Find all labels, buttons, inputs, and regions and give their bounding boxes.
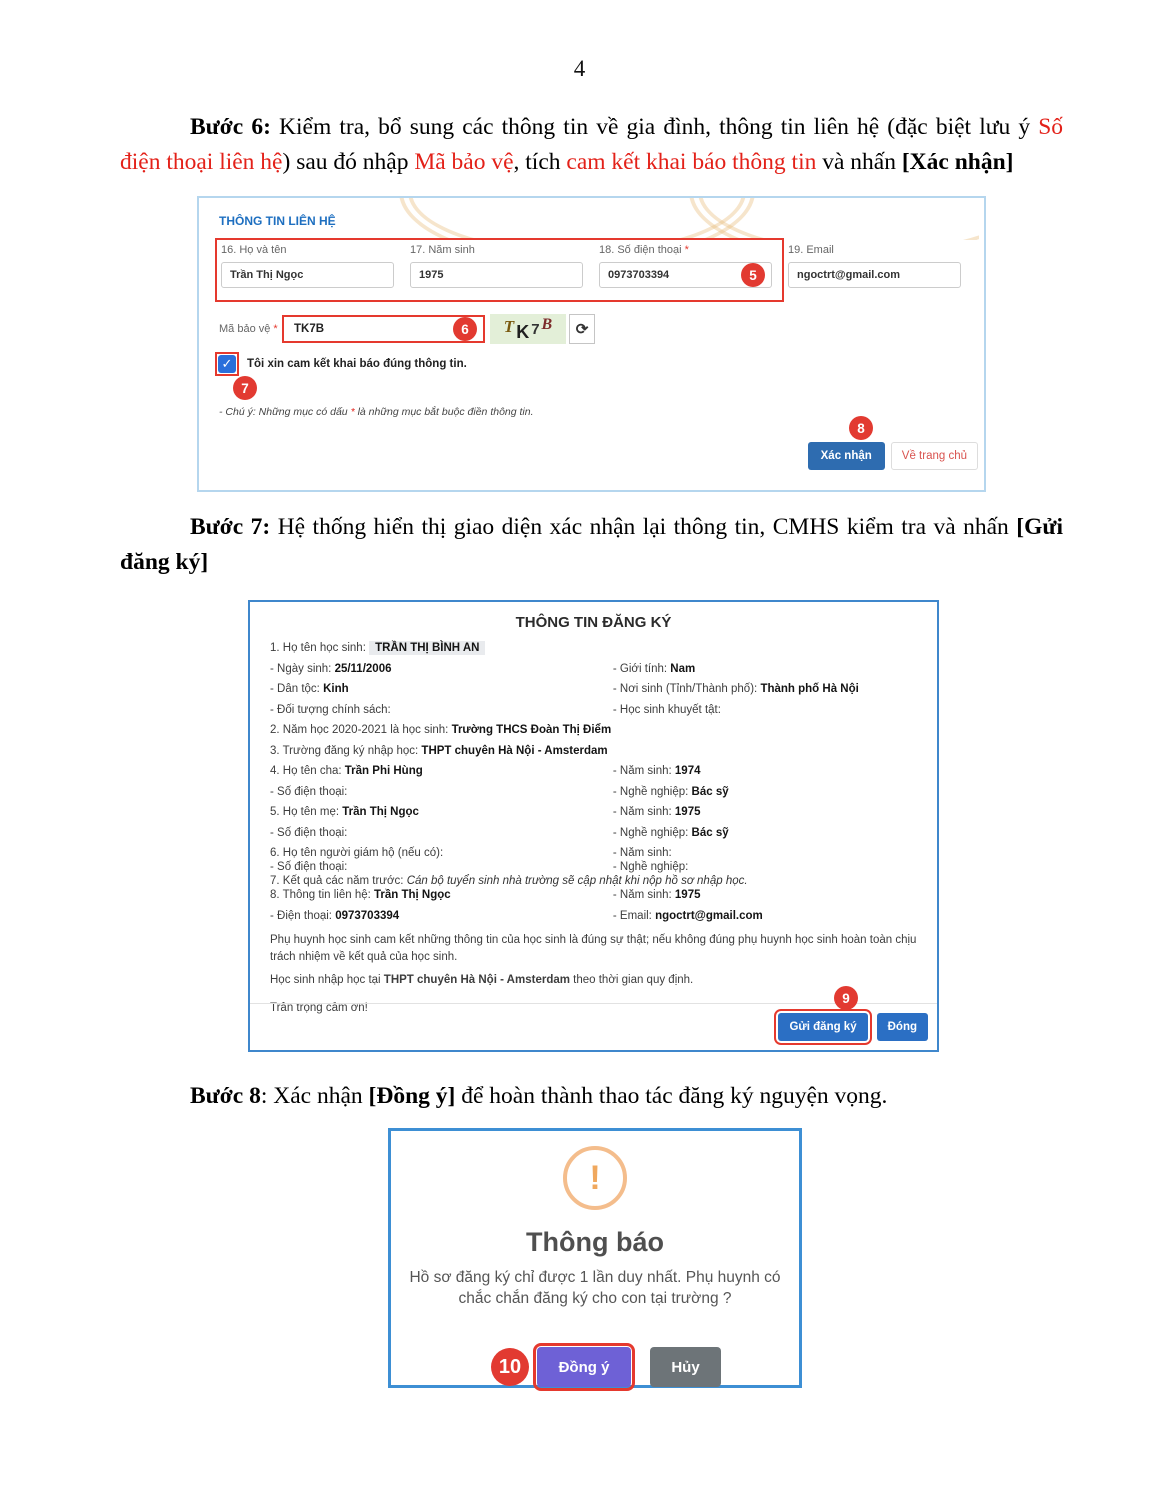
thanks-text: Trân trọng cảm ơn!: [270, 1001, 368, 1014]
text-segment: - Chú ý: Những mục có dấu: [219, 406, 351, 418]
step-badge-10: 10: [491, 1348, 529, 1386]
info-row: [270, 875, 917, 887]
step6-paragraph: [120, 110, 1063, 180]
form-field: [599, 244, 772, 288]
info-value: ngoctrt@gmail.com: [655, 909, 763, 922]
info-label: - Dân tộc:: [270, 683, 324, 695]
info-row: [270, 704, 917, 716]
info-row: [270, 765, 917, 777]
captcha-input[interactable]: TK7B 6: [282, 315, 485, 343]
required-asterisk: *: [270, 323, 278, 335]
text-segment: và nhấn: [816, 149, 902, 175]
contact-fields: [221, 244, 961, 288]
registration-confirm-screenshot: [248, 600, 939, 1052]
home-button[interactable]: Về trang chủ: [891, 442, 978, 470]
info-label: - Giới tính:: [612, 662, 671, 675]
captcha-row: [219, 314, 595, 344]
info-row: [270, 847, 917, 859]
field-label: 18. Số điện thoại *: [599, 244, 689, 256]
input-value: 1975: [419, 269, 444, 281]
input-value: Trần Thị Ngọc: [230, 269, 304, 281]
confirm-button[interactable]: Xác nhận: [808, 442, 885, 470]
info-cell: [270, 663, 613, 675]
text-input[interactable]: [410, 262, 583, 288]
info-rows: [270, 642, 917, 922]
info-label: 3. Trường đăng ký nhập học:: [270, 744, 422, 757]
info-value: 25/11/2006: [334, 662, 392, 675]
info-cell: [270, 765, 613, 777]
info-cell: [613, 765, 917, 777]
refresh-icon: ⟳: [575, 321, 589, 338]
info-label: 8. Thông tin liên hệ:: [270, 889, 374, 901]
step8-paragraph: [120, 1079, 1063, 1114]
info-value: Cán bộ tuyển sinh nhà trường sẽ cập nhật khi nộp hồ sơ nhập học.: [406, 875, 748, 887]
guilloche-pattern-decoration: [369, 198, 979, 240]
info-label: - Đối tượng chính sách:: [270, 703, 391, 716]
page-number: 4: [573, 56, 586, 81]
close-button[interactable]: Đóng: [877, 1013, 928, 1041]
info-row: [270, 786, 917, 798]
info-value: Kinh: [323, 683, 349, 695]
info-cell: [270, 704, 613, 716]
info-label: - Năm sinh:: [612, 806, 675, 818]
captcha-char: T: [503, 317, 515, 336]
info-cell: [613, 827, 917, 839]
text-input[interactable]: [788, 262, 961, 288]
text-segment: *: [350, 406, 355, 418]
info-row: [270, 683, 917, 695]
warning-exclamation-icon: !: [563, 1146, 627, 1210]
info-value: TRẦN THỊ BÌNH AN: [369, 641, 485, 655]
info-label: 6. Họ tên người giám hộ (nếu có):: [270, 847, 444, 859]
input-value: 0973703394: [608, 269, 670, 281]
panel-footer: [778, 1013, 928, 1041]
info-label: - Số điện thoại:: [270, 826, 348, 839]
text-segment: là những mục bắt buộc điền thông tin.: [354, 406, 534, 418]
info-cell: [270, 683, 613, 695]
step-badge-5: 5: [741, 263, 765, 287]
step-badge-7: 7: [233, 376, 257, 400]
info-cell: [270, 861, 613, 873]
info-cell: [270, 724, 917, 736]
info-cell: [270, 827, 613, 839]
info-row: [270, 642, 917, 654]
dialog-title: Thông báo: [526, 1227, 664, 1257]
text-segment: theo thời gian quy định.: [569, 973, 694, 986]
contact-form-screenshot: [197, 196, 986, 492]
text-segment: Kiểm tra, bổ sung các thông tin về gia đình, thông tin liên hệ (đặc biệt lưu ý: [270, 114, 1039, 140]
info-label: - Học sinh khuyết tật:: [612, 703, 721, 716]
info-cell: [270, 745, 917, 757]
text-segment: [Xác nhận]: [901, 149, 1014, 175]
captcha-char: B: [541, 316, 553, 333]
info-cell: [270, 786, 613, 798]
info-label: 7. Kết quả các năm trước:: [270, 875, 407, 887]
step-badge-9: 9: [834, 986, 858, 1010]
text-segment: Bước 7:: [190, 514, 271, 540]
field-label: 16. Họ và tên: [221, 244, 287, 256]
text-segment: Bước 6:: [190, 114, 271, 140]
commitment-checkbox[interactable]: ✓: [218, 355, 236, 373]
info-value: Trần Thị Ngọc: [374, 889, 451, 901]
panel-title: THÔNG TIN ĐĂNG KÝ: [515, 614, 672, 631]
info-cell: [613, 847, 917, 859]
text-segment: Bước 8: [190, 1083, 261, 1109]
annotation-red-rectangle-checkbox: [215, 352, 239, 376]
info-label: - Điện thoại:: [270, 909, 336, 922]
info-value: 0973703394: [335, 909, 400, 922]
info-row: [270, 861, 917, 873]
captcha-image: [490, 314, 566, 344]
form-field: [410, 244, 583, 288]
text-segment: để hoàn thành thao tác đăng ký nguyện vọng.: [455, 1083, 888, 1109]
info-label: - Email:: [612, 909, 656, 922]
info-label: - Ngày sinh:: [270, 662, 335, 675]
form-field: [788, 244, 961, 288]
info-value: Nam: [670, 662, 696, 675]
info-cell: [613, 806, 917, 818]
info-cell: [613, 663, 917, 675]
section-title: THÔNG TIN LIÊN HỆ: [219, 214, 336, 228]
info-row: [270, 663, 917, 675]
info-label: - Nghề nghiệp:: [612, 785, 692, 798]
info-value: 1974: [674, 765, 701, 777]
info-value: Thành phố Hà Nội: [760, 683, 859, 695]
captcha-char: K: [516, 321, 530, 342]
info-cell: [613, 683, 917, 695]
text-segment: [Đồng ý]: [368, 1083, 456, 1109]
info-row: [270, 724, 917, 736]
text-segment: Học sinh nhập học tại: [270, 973, 384, 986]
info-cell: [270, 847, 613, 859]
info-cell: [270, 910, 613, 922]
info-cell: [613, 786, 917, 798]
info-value: Trần Thị Ngọc: [342, 806, 419, 818]
info-cell: [270, 806, 613, 818]
info-label: - Năm sinh:: [612, 765, 675, 777]
refresh-captcha-button[interactable]: [569, 314, 595, 344]
info-row: [270, 910, 917, 922]
commitment-checkbox-row: [215, 352, 467, 376]
footer-divider: [250, 1003, 937, 1004]
info-row: [270, 827, 917, 839]
registration-info: [270, 642, 917, 1014]
required-asterisk: *: [681, 244, 689, 256]
info-cell: [613, 889, 917, 901]
info-label: - Năm sinh:: [612, 889, 675, 901]
confirmation-dialog-screenshot: [388, 1128, 802, 1388]
info-cell: [270, 642, 917, 654]
field-label: 19. Email: [788, 244, 834, 256]
step7-paragraph: [120, 510, 1063, 580]
info-value: Trường THCS Đoàn Thị Điểm: [451, 724, 612, 736]
info-value: THPT chuyên Hà Nội - Amsterdam: [421, 744, 608, 757]
info-cell: [613, 910, 917, 922]
info-value: Bác sỹ: [691, 826, 729, 839]
info-row: [270, 806, 917, 818]
info-label: - Năm sinh:: [612, 847, 672, 859]
text-segment: ) sau đó nhập: [282, 149, 415, 175]
text-segment: THPT chuyên Hà Nội - Amsterdam: [383, 973, 570, 986]
captcha-char: 7: [531, 320, 540, 338]
info-label: 4. Họ tên cha:: [270, 765, 345, 777]
input-value: ngoctrt@gmail.com: [797, 269, 901, 281]
step-badge-8: 8: [849, 416, 873, 440]
cancel-button[interactable]: Hủy: [650, 1347, 721, 1387]
field-label: 17. Năm sinh: [410, 244, 475, 256]
info-cell: [613, 704, 917, 716]
agree-button[interactable]: Đồng ý: [537, 1347, 631, 1387]
captcha-label: Mã bảo vệ *: [219, 323, 278, 335]
text-segment: cam kết khai báo thông tin: [566, 149, 817, 175]
dialog-message: Hồ sơ đăng ký chỉ được 1 lần duy nhất. Phụ huynh có chắc chắn đăng ký cho con tại trường ?: [409, 1269, 781, 1307]
text-segment: Hệ thống hiển thị giao diện xác nhận lại thông tin, CMHS kiểm tra và nhấn: [270, 514, 1017, 540]
text-segment: Mã bảo vệ: [414, 149, 514, 175]
form-field: [221, 244, 394, 288]
step-badge-6: 6: [453, 317, 477, 341]
info-value: Bác sỹ: [691, 785, 729, 798]
info-label: - Nghề nghiệp:: [612, 861, 689, 873]
commitment-text: Phụ huynh học sinh cam kết những thông tin của học sinh là đúng sự thật; nếu không đúng phụ huynh học sinh hoàn toàn chịu trách nhiệm về kết quả của học sinh.: [270, 933, 917, 963]
info-label: - Số điện thoại:: [270, 861, 348, 873]
text-segment: [Gửi đăng ký]: [120, 514, 1063, 575]
text-input[interactable]: [599, 262, 772, 288]
info-cell: [613, 861, 917, 873]
text-segment: : Xác nhận: [260, 1083, 369, 1109]
info-label: - Nơi sinh (Tỉnh/Thành phố):: [612, 683, 761, 695]
required-fields-note: [219, 406, 534, 418]
info-label: 5. Họ tên mẹ:: [270, 806, 343, 818]
info-label: 1. Họ tên học sinh:: [270, 642, 370, 654]
info-value: 1975: [674, 889, 701, 901]
info-row: [270, 745, 917, 757]
enrollment-text: [270, 972, 917, 989]
form-footer: [808, 442, 978, 470]
text-segment: , tích: [513, 149, 567, 175]
info-cell: [270, 889, 613, 901]
info-label: 2. Năm học 2020-2021 là học sinh:: [270, 724, 452, 736]
info-cell: [270, 875, 917, 887]
info-value: 1975: [674, 806, 701, 818]
info-label: - Số điện thoại:: [270, 785, 348, 798]
submit-registration-button[interactable]: Gửi đăng ký: [778, 1013, 867, 1041]
info-label: - Nghề nghiệp:: [612, 826, 692, 839]
text-segment: Số điện thoại liên hệ: [120, 114, 1064, 175]
text-input[interactable]: [221, 262, 394, 288]
commitment-checkbox-label: Tôi xin cam kết khai báo đúng thông tin.: [247, 358, 467, 370]
info-value: Trần Phi Hùng: [344, 765, 423, 777]
info-row: [270, 889, 917, 901]
